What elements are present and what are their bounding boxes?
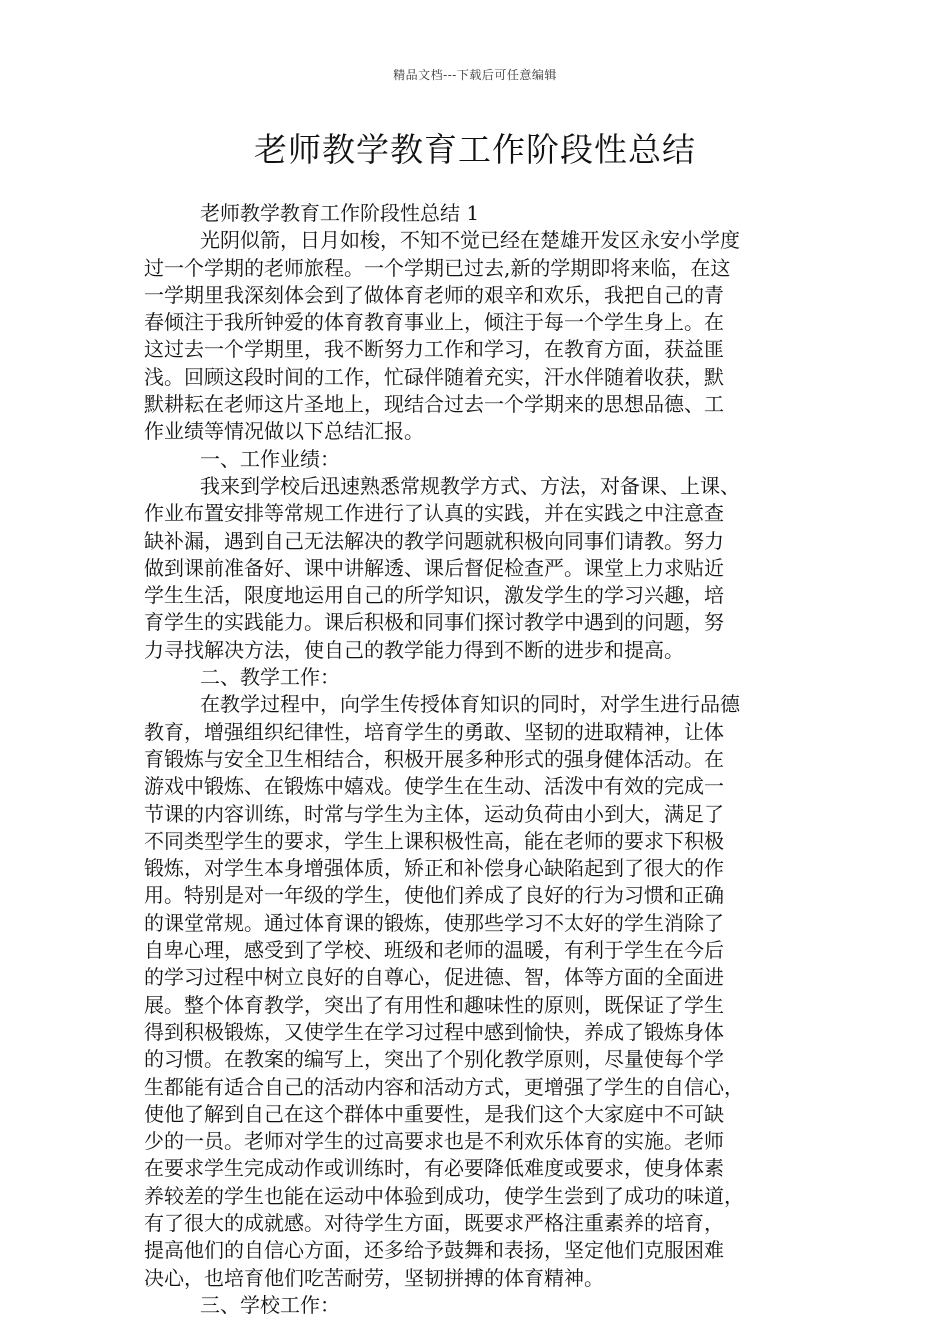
body-line: 的习惯。在教案的编写上，突出了个别化教学原则，尽量使每个学 <box>144 1047 724 1072</box>
body-line: 老师教学教育工作阶段性总结 1 <box>200 201 480 225</box>
body-line: 二、教学工作： <box>200 665 340 690</box>
body-line: 三、学校工作： <box>200 1292 340 1317</box>
document-body <box>144 200 808 1319</box>
body-line: 展。整个体育教学，突出了有用性和趣味性的原则，既保证了学生 <box>144 992 724 1017</box>
body-line: 作业绩等情况做以下总结汇报。 <box>144 419 424 444</box>
body-line: 生都能有适合自己的活动内容和活动方式，更增强了学生的自信心， <box>144 1074 744 1099</box>
body-line: 这过去一个学期里，我不断努力工作和学习，在教育方面，获益匪 <box>144 337 724 362</box>
body-line: 默耕耘在老师这片圣地上，现结合过去一个学期来的思想品德、工 <box>144 392 724 417</box>
body-line: 力寻找解决方法，使自己的教学能力得到不断的进步和提高。 <box>144 637 684 662</box>
body-line: 得到积极锻炼，又使学生在学习过程中感到愉快，养成了锻炼身体 <box>144 1019 724 1044</box>
body-line: 光阴似箭，日月如梭，不知不觉已经在楚雄开发区永安小学度 <box>200 228 740 253</box>
body-line: 一学期里我深刻体会到了做体育老师的艰辛和欢乐，我把自己的青 <box>144 282 724 307</box>
body-line: 的课堂常规。通过体育课的锻炼，使那些学习不太好的学生消除了 <box>144 910 724 935</box>
body-line: 的学习过程中树立良好的自尊心，促进德、智，体等方面的全面进 <box>144 965 724 990</box>
body-line: 在教学过程中，向学生传授体育知识的同时，对学生进行品德 <box>200 692 740 717</box>
body-line: 学生生活，限度地运用自己的所学知识，激发学生的学习兴趣，培 <box>144 583 724 608</box>
body-line: 决心，也培育他们吃苦耐劳，坚韧拼搏的体育精神。 <box>144 1265 604 1290</box>
body-line: 缺补漏，遇到自己无法解决的教学问题就积极向同事们请教。努力 <box>144 528 724 553</box>
body-line: 游戏中锻炼、在锻炼中嬉戏。使学生在生动、活泼中有效的完成一 <box>144 774 724 799</box>
body-line: 育锻炼与安全卫生相结合，积极开展多种形式的强身健体活动。在 <box>144 746 724 771</box>
body-line: 少的一员。老师对学生的过高要求也是不利欢乐体育的实施。老师 <box>144 1129 724 1154</box>
body-line: 过一个学期的老师旅程。一个学期已过去,新的学期即将来临，在这 <box>144 255 731 280</box>
body-line: 做到课前准备好、课中讲解透、课后督促检查严。课堂上力求贴近 <box>144 555 724 580</box>
body-line: 教育，增强组织纪律性，培育学生的勇敢、坚韧的进取精神，让体 <box>144 719 724 744</box>
body-line: 春倾注于我所钟爱的体育教育事业上，倾注于每一个学生身上。在 <box>144 310 724 335</box>
body-line: 有了很大的成就感。对待学生方面，既要求严格注重素养的培育， <box>144 1210 724 1235</box>
body-line: 锻炼，对学生本身增强体质，矫正和补偿身心缺陷起到了很大的作 <box>144 856 724 881</box>
body-line: 自卑心理，感受到了学校、班级和老师的温暖，有利于学生在今后 <box>144 938 724 963</box>
body-line: 一、工作业绩： <box>200 446 340 471</box>
body-line: 不同类型学生的要求，学生上课积极性高，能在老师的要求下积极 <box>144 828 724 853</box>
body-line: 我来到学校后迅速熟悉常规教学方式、方法，对备课、上课、 <box>200 473 740 498</box>
body-line: 育学生的实践能力。课后积极和同事们探讨教学中遇到的问题，努 <box>144 610 724 635</box>
body-line: 提高他们的自信心方面，还多给予鼓舞和表扬，坚定他们克服困难 <box>144 1238 724 1263</box>
body-line: 作业布置安排等常规工作进行了认真的实践，并在实践之中注意查 <box>144 501 724 526</box>
header-note: 精品文档---下载后可任意编辑 <box>393 68 557 82</box>
body-line: 用。特别是对一年级的学生，使他们养成了良好的行为习惯和正确 <box>144 883 724 908</box>
body-line: 养较差的学生也能在运动中体验到成功，使学生尝到了成功的味道， <box>144 1183 744 1208</box>
body-line: 节课的内容训练，时常与学生为主体，运动负荷由小到大，满足了 <box>144 801 724 826</box>
body-line: 浅。回顾这段时间的工作，忙碌伴随着充实，汗水伴随着收获，默 <box>144 364 724 389</box>
document-title: 老师教学教育工作阶段性总结 <box>254 130 696 169</box>
body-line: 在要求学生完成动作或训练时，有必要降低难度或要求，使身体素 <box>144 1156 724 1181</box>
body-line: 使他了解到自己在这个群体中重要性，是我们这个大家庭中不可缺 <box>144 1101 724 1126</box>
